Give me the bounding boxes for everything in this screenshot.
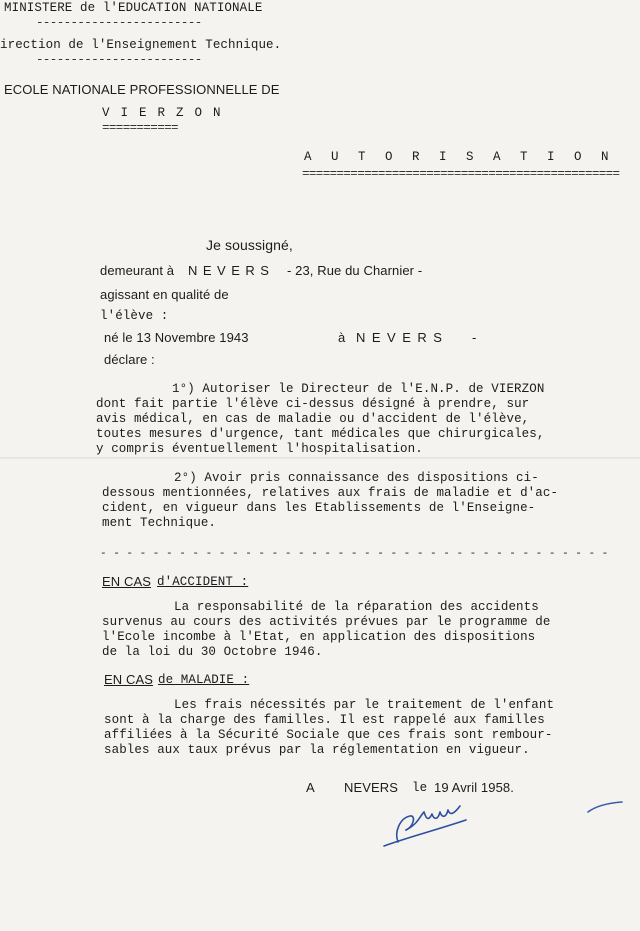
direction-line: irection de l'Enseignement Technique. <box>0 38 282 52</box>
residence-address: - 23, Rue du Charnier - <box>287 263 423 278</box>
illness-heading-prefix: EN CAS <box>104 672 154 687</box>
pen-mark <box>586 800 626 814</box>
clause1-line5: y compris éventuellement l'hospitalisation. <box>96 442 423 456</box>
clause1-line3: avis médical, en cas de maladie ou d'accident de l'élève, <box>96 412 530 426</box>
clause2-line3: cident, en vigueur dans les Etablissements de l'Enseigne- <box>102 501 536 515</box>
accident-heading-prefix: EN CAS <box>102 574 152 589</box>
document-title: AUTORISATION <box>304 150 629 164</box>
school-line: ECOLE NATIONALE PROFESSIONNELLE DE <box>4 82 280 97</box>
clause2-line4: ment Technique. <box>102 516 217 530</box>
illness-line2: sont à la charge des familles. Il est rappelé aux familles <box>104 713 545 727</box>
illness-line4: sables aux taux prévus par la réglementation en vigueur. <box>104 743 530 757</box>
accident-line2: survenus au cours des activités prévues par le programme de <box>102 615 551 629</box>
accident-line4: de la loi du 30 Octobre 1946. <box>102 645 323 659</box>
clause1-line2: dont fait partie l'élève ci-dessus désigné à prendre, sur <box>96 397 530 411</box>
residence-prefix: demeurant à <box>100 263 175 278</box>
illness-heading-suffix: de MALADIE : <box>158 673 250 687</box>
born-suffix: - <box>472 330 477 345</box>
residence-city: NEVERS <box>188 263 275 278</box>
closing-le: le <box>412 781 428 795</box>
section-divider: - - - - - - - - - - - - - - - - - - - - - - - - - - - - - - - - - - - - - - - <box>100 548 609 560</box>
clause1-line1: 1°) Autoriser le Directeur de l'E.N.P. de VIERZON <box>172 382 545 396</box>
born-at: à <box>338 330 346 345</box>
clause2-line2: dessous mentionnées, relatives aux frais de maladie et d'ac- <box>102 486 559 500</box>
born-city: NEVERS <box>356 330 449 345</box>
accident-line3: l'Ecole incombe à l'Etat, en application des dispositions <box>102 630 536 644</box>
illness-line1: Les frais nécessités par le traitement de l'enfant <box>174 698 555 712</box>
paper-fold <box>0 457 640 459</box>
signature <box>376 792 476 852</box>
city-rule: =========== <box>102 121 178 135</box>
ministry-line: MINISTERE de l'EDUCATION NATIONALE <box>4 1 263 15</box>
accident-heading-suffix: d'ACCIDENT : <box>157 575 249 589</box>
clause2-line1: 2°) Avoir pris connaissance des dispositions ci- <box>174 471 539 485</box>
closing-at: A <box>306 780 315 795</box>
title-rule: ============================================== <box>302 167 620 181</box>
closing-city: NEVERS <box>344 780 399 795</box>
city-line: VIERZON <box>102 106 232 120</box>
ministry-rule: ------------------------ <box>36 16 202 30</box>
capacity-line: agissant en qualité de <box>100 287 229 302</box>
clause1-line4: toutes mesures d'urgence, tant médicales que chirurgicales, <box>96 427 545 441</box>
declares-line: déclare : <box>104 352 155 367</box>
direction-rule: ------------------------ <box>36 53 202 67</box>
closing-date: 19 Avril 1958. <box>434 780 514 795</box>
born-prefix: né le 13 Novembre 1943 <box>104 330 249 345</box>
student-line: l'élève : <box>100 309 169 323</box>
accident-line1: La responsabilité de la réparation des accidents <box>174 600 539 614</box>
illness-line3: affiliées à la Sécurité Sociale que ces frais sont rembour- <box>104 728 553 742</box>
undersigned-line: Je soussigné, <box>206 237 293 253</box>
